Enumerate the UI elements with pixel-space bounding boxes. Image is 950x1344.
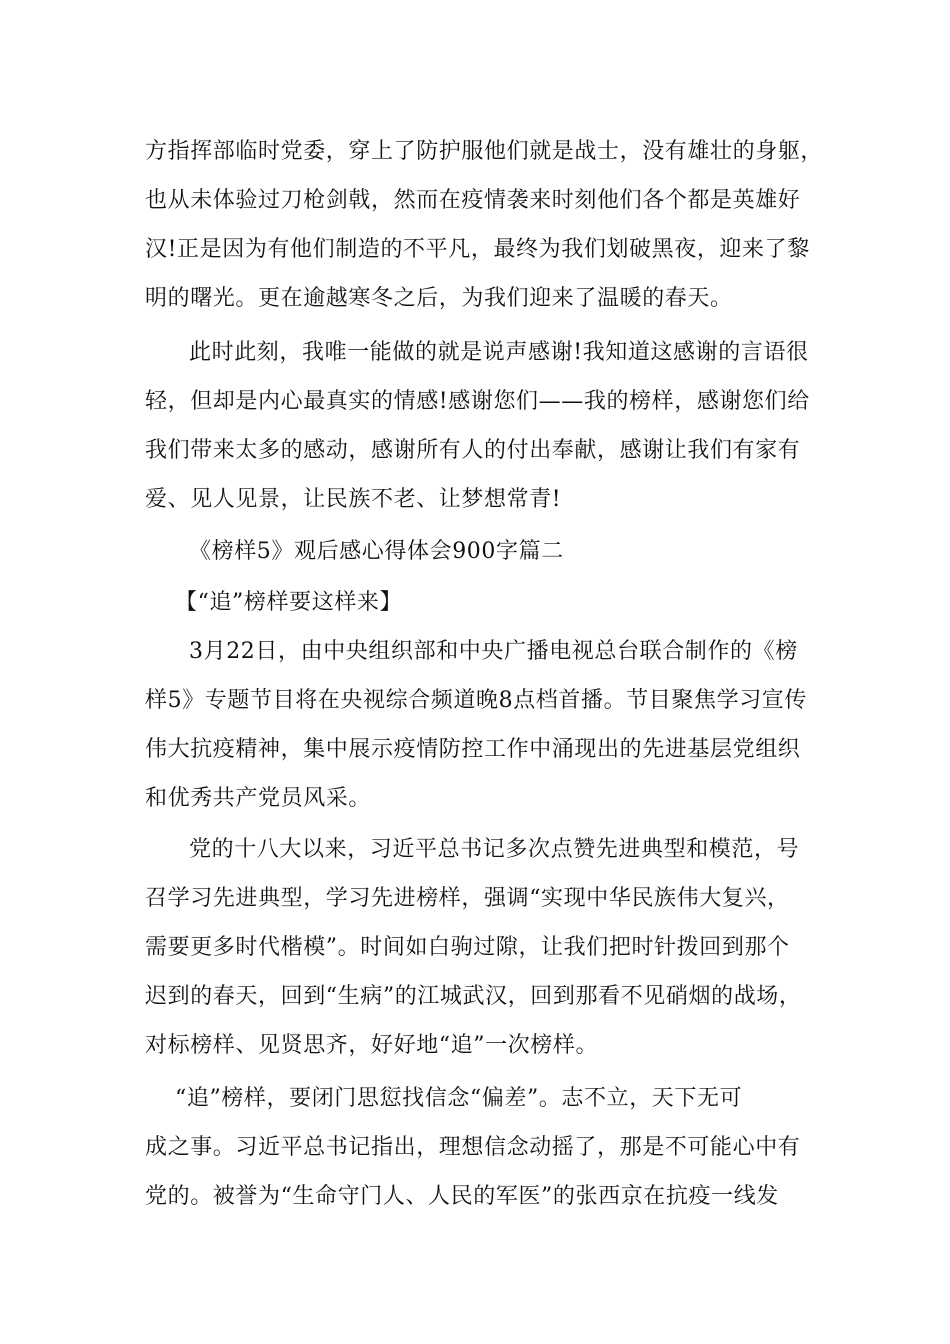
text-line: 样5》专题节目将在央视综合频道晚8点档首播。节目聚焦学习宣传 (145, 688, 807, 713)
text-line: 轻，但却是内心最真实的情感!感谢您们——我的榜样，感谢您们给 (145, 389, 810, 414)
text-line: 也从未体验过刀枪剑戟，然而在疫情袭来时刻他们各个都是英雄好 (145, 188, 801, 213)
text-line: 汉!正是因为有他们制造的不平凡，最终为我们划破黑夜，迎来了黎 (145, 237, 810, 262)
paragraph-first-line: 3月22日，由中央组织部和中央广播电视总台联合制作的《榜 (189, 639, 798, 664)
text-line: 明的曙光。更在逾越寒冬之后，为我们迎来了温暖的春天。 (145, 286, 733, 311)
text-line: 召学习先进典型，学习先进榜样，强调“实现中华民族伟大复兴， (145, 886, 790, 911)
text-line: 迟到的春天，回到“生病”的江城武汉，回到那看不见硝烟的战场， (145, 984, 802, 1009)
text-line: 伟大抗疫精神，集中展示疫情防控工作中涌现出的先进基层党组织 (145, 737, 801, 762)
paragraph-first-line: 党的十八大以来，习近平总书记多次点赞先进典型和模范，号 (189, 837, 800, 862)
text-line: 我们带来太多的感动，感谢所有人的付出奉献，感谢让我们有家有 (145, 438, 801, 463)
text-line: 对标榜样、见贤思齐，好好地“追”一次榜样。 (145, 1033, 599, 1058)
text-line: 爱、见人见景，让民族不老、让梦想常青! (145, 487, 562, 512)
subsection-heading: 【“追”榜样要这样来】 (175, 590, 403, 615)
text-line: 方指挥部临时党委，穿上了防护服他们就是战士，没有雄壮的身躯， (145, 139, 824, 164)
paragraph-first-line: 此时此刻，我唯一能做的就是说声感谢!我知道这感谢的言语很 (189, 340, 809, 365)
text-line: 和优秀共产党员风采。 (145, 786, 372, 811)
paragraph-first-line: “追”榜样，要闭门思愆找信念“偏差”。志不立，天下无可 (175, 1086, 743, 1111)
text-line: 党的。被誉为“生命守门人、人民的军医”的张西京在抗疫一线发 (145, 1184, 779, 1209)
text-line: 需要更多时代楷模”。时间如白驹过隙，让我们把时针拨回到那个 (145, 935, 790, 960)
text-line: 成之事。习近平总书记指出，理想信念动摇了，那是不可能心中有 (145, 1135, 801, 1160)
section-heading: 《榜样5》观后感心得体会900字篇二 (189, 539, 564, 564)
